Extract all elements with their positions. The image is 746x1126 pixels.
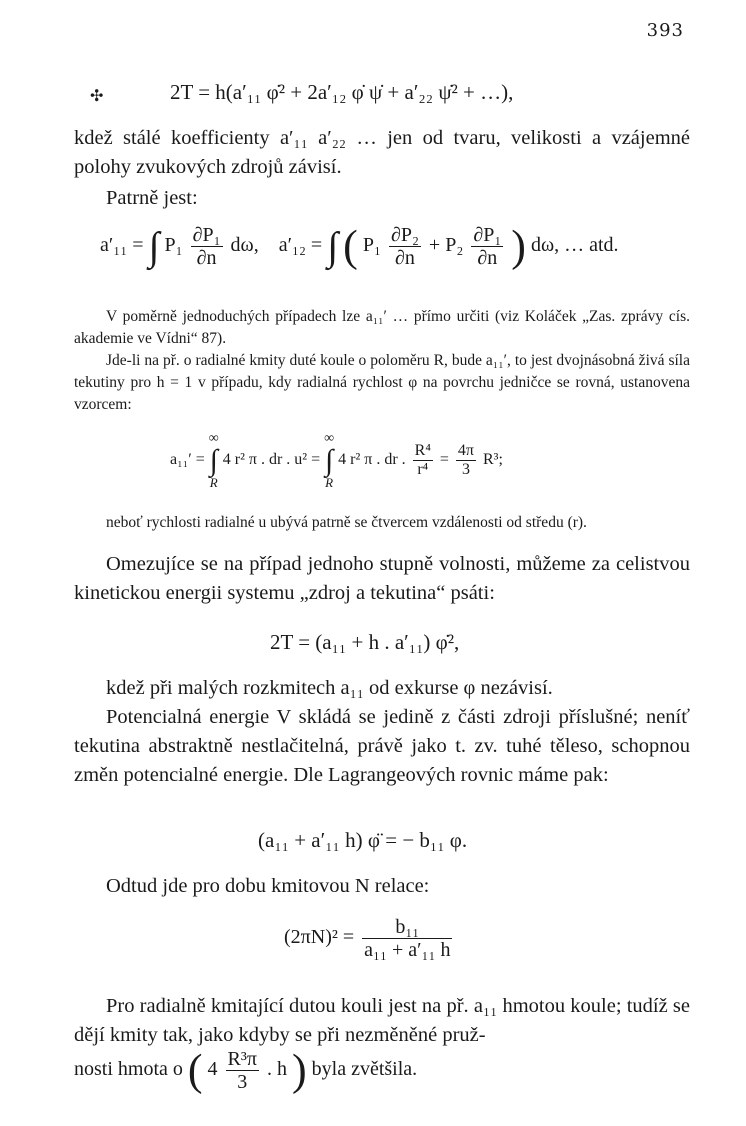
fraction-dp1-dn: $\frac{\text{∂P₁}}{\partial n}$ xyxy=(192,224,221,269)
equation-tail: dω, … atd. xyxy=(530,234,619,257)
integrand-1: 4 r² π . dr . u² = xyxy=(222,451,321,469)
fraction-r4: $\frac{\text{R⁴}}{\text{r⁴}}$ xyxy=(414,442,431,478)
paren-left-icon: ( xyxy=(187,1045,203,1095)
integral-sign-icon: ∫ xyxy=(209,444,218,477)
paragraph-small-oscillations: kdež při malých rozkmitech a₁₁ od exkurse φ nezávisí. xyxy=(106,677,553,699)
equation-period-relation xyxy=(284,916,455,961)
equation-lagrange: (a₁₁ + a′₁₁ h) φ̈ = − b₁₁ φ. xyxy=(258,828,468,852)
integral-sign-icon: ∫ xyxy=(148,223,160,269)
differential-1: dω, xyxy=(230,234,259,257)
page-number: 393 xyxy=(646,20,684,41)
fraction-r3pi-3: $\frac{\text{R³π}}{3}$ xyxy=(227,1048,257,1093)
small-paragraph-kolacek: V poměrně jednoduchých případech lze a₁₁′ … přímo určiti (viz Koláček „Zas. zprávy cís. akademie ve Vídni“ 87). xyxy=(74,308,690,347)
integral-bounds-2: ∞ ∫ R xyxy=(324,431,335,490)
paragraph-hollow-sphere: Pro radialně kmitající dutou kouli jest na př. a₁₁ hmotou koule; tudíž se dějí kmity tak, jako kdyby se při nezměněné pruž- xyxy=(74,995,690,1046)
paragraph-one-degree: Omezujíce se na případ jednoho stupně volnosti, můžeme za celistvou kinetickou energii systemu „zdroj a tekutina“ psáti: xyxy=(74,553,690,604)
lhs-a11-prime: a₁₁′ = xyxy=(170,451,205,469)
paragraph-potential-energy: Potencialná energie V skládá se jedině z části zdroji příslušné; neníť tekutina abstraktně nestlačitelná, právě jako t. zv. tuhé těleso, schopnou změn potencialné energie. Dle Lagrangeových rovnic máme pak: xyxy=(74,706,690,786)
paren-left-icon: ( xyxy=(343,221,358,271)
integral-bounds-1: ∞ ∫ R xyxy=(208,431,219,490)
paragraph-coefficients: kdež stálé koefficienty a′₁₁ a′₂₂ … jen od tvaru, velikosti a vzájemné polohy zvukových zdrojů závisí. xyxy=(74,127,690,178)
integral-sign-icon: ∫ xyxy=(325,444,334,477)
small-paragraph-sphere: Jde-li na př. o radialné kmity duté koule o poloměru R, bude a₁₁′, to jest dvojnásobná živá síla tekutiny pro h = 1 v případu, kdy radialná rychlost φ na povrchu jedničce se rovná, ustanovena vzorcem: xyxy=(74,352,690,413)
term-p1b: P₁ xyxy=(362,234,381,257)
term-p1: P₁ xyxy=(164,234,183,257)
lhs-a11: a′₁₁ = xyxy=(100,234,144,257)
paren-right-icon: ) xyxy=(511,221,526,271)
equation-kinetic-energy: 2T = h(a′₁₁ φ̇² + 2a′₁₂ φ̇ ψ̇ + a′₂₂ ψ̇² + …), xyxy=(170,80,514,104)
paragraph-patrne: Patrně jest: xyxy=(106,187,198,209)
fraction-dp1-dn-2: $\frac{\text{∂P₁}}{\partial n}$ xyxy=(473,224,502,269)
integral-sign-icon: ∫ xyxy=(327,223,339,269)
integrand-2: 4 r² π . dr . xyxy=(338,451,406,469)
lhs-a12: a′₁₂ = xyxy=(278,234,323,257)
fraction-period: $\frac{\text{b₁₁}}{\text{a₁₁ + a′₁₁ h}}$ xyxy=(364,916,451,961)
paragraph-period: Odtud jde pro dobu kmitovou N relace: xyxy=(106,875,430,897)
plus-sign: + xyxy=(428,234,441,257)
equation-coefficient-integrals xyxy=(100,221,619,271)
small-paragraph-velocity: neboť rychlosti radialné u ubývá patrně se čtvercem vzdálenosti od středu (r). xyxy=(106,514,587,531)
paren-right-icon: ) xyxy=(291,1045,307,1095)
ornament-mark: ✣ xyxy=(90,86,104,105)
equation-sphere-integral xyxy=(170,432,503,489)
period-lhs: (2πN)² = xyxy=(284,926,355,949)
paragraph-mass-increase: nosti hmota o ( 4 $\frac{\text{R³π}}{3}$ . h ) byla zvětšila. xyxy=(74,1045,418,1095)
equation-tail-r3: R³; xyxy=(483,451,503,469)
equation-total-energy: 2T = (a₁₁ + h . a′₁₁) φ̇², xyxy=(270,630,460,654)
fraction-dp2-dn: $\frac{\text{∂P₂}}{\partial n}$ xyxy=(390,224,419,269)
equals-sign: = xyxy=(439,451,449,469)
term-p2: P₂ xyxy=(445,234,464,257)
fraction-4pi-3: $\frac{4\pi}{3}$ xyxy=(457,442,474,478)
